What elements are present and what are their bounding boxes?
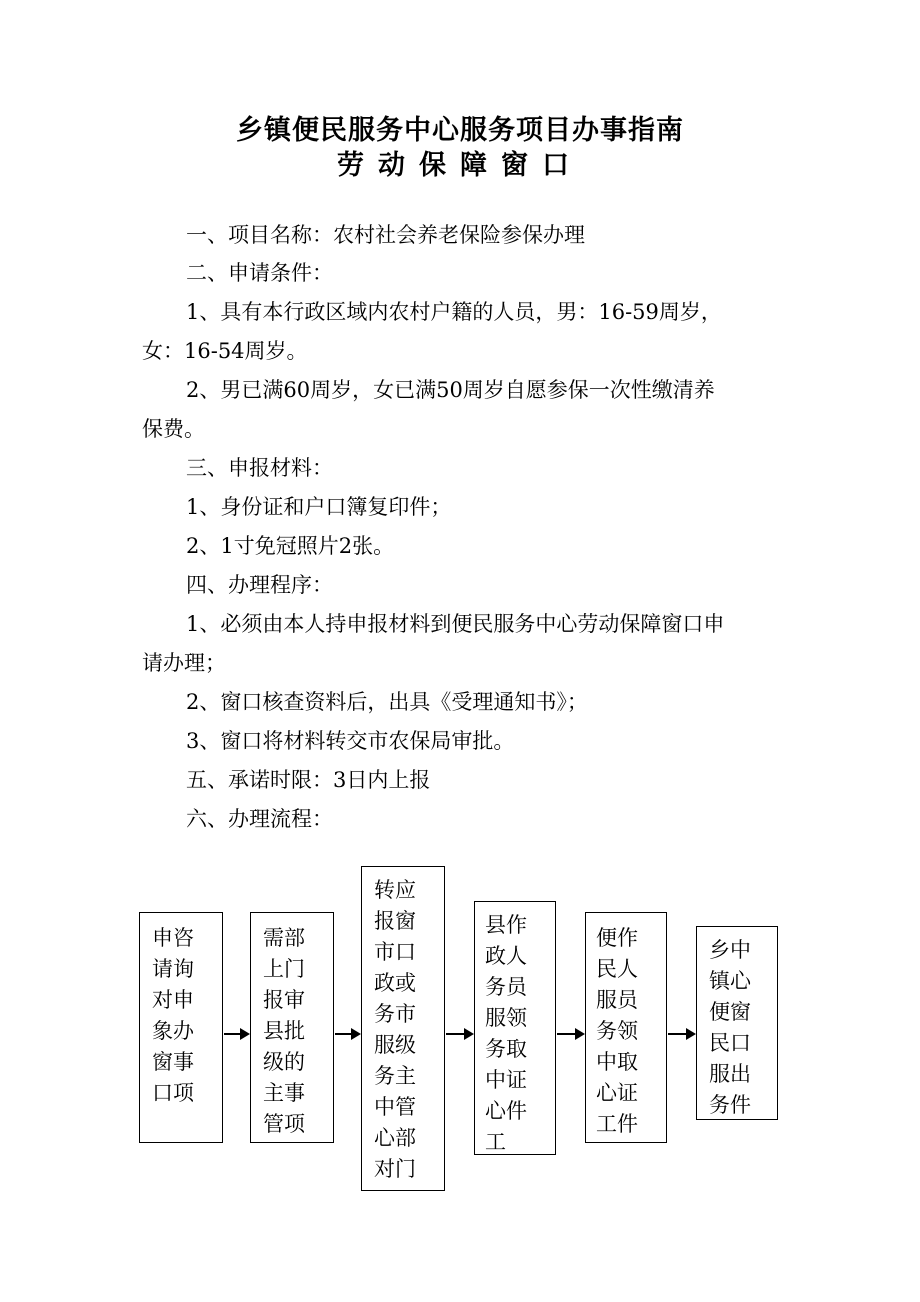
flow-step-5-line: 中取 xyxy=(596,1050,638,1074)
flow-step-5-line: 服员 xyxy=(596,988,638,1012)
section-heading-materials: 三、申报材料： xyxy=(186,456,333,480)
flow-step-3-line: 转应 xyxy=(374,878,416,902)
flow-step-3-line: 心部 xyxy=(374,1126,416,1150)
flow-step-4-line: 县作 xyxy=(485,913,527,937)
procedure-1-cont: 请办理； xyxy=(142,651,226,675)
flow-step-4-line: 务取 xyxy=(485,1037,527,1061)
flow-step-6 xyxy=(696,926,778,1120)
flow-step-6-line: 服出 xyxy=(709,1062,751,1086)
flow-step-4-line: 服领 xyxy=(485,1006,527,1030)
flow-step-1-line: 窗事 xyxy=(152,1050,194,1074)
flow-step-3-line: 市口 xyxy=(374,940,416,964)
flow-step-4-line: 中证 xyxy=(485,1068,527,1092)
condition-1: 1、具有本行政区域内农村户籍的人员，男：16-59周岁， xyxy=(186,300,722,324)
flow-step-3-line: 对门 xyxy=(374,1157,416,1181)
section-heading-conditions: 二、申请条件： xyxy=(186,261,333,285)
flow-step-5-line: 民人 xyxy=(596,957,638,981)
page-subtitle: 劳动保障窗口 xyxy=(337,150,583,181)
flow-step-4-line: 政人 xyxy=(485,944,527,968)
flow-step-4-line: 务员 xyxy=(485,975,527,999)
material-2: 2、1寸免冠照片2张。 xyxy=(186,534,395,558)
flow-step-2-line: 县批 xyxy=(263,1019,305,1043)
flow-step-1-line: 口项 xyxy=(152,1081,194,1105)
flow-step-2-line: 级的 xyxy=(263,1050,305,1074)
flow-step-3-line: 务主 xyxy=(374,1064,416,1088)
flow-step-1 xyxy=(139,912,223,1143)
flow-step-5-line: 心证 xyxy=(596,1081,638,1105)
flow-step-2-line: 管项 xyxy=(263,1112,305,1136)
project-name: 一、项目名称：农村社会养老保险参保办理 xyxy=(186,223,585,247)
flow-arrow xyxy=(668,1033,694,1035)
condition-1-cont: 女：16-54周岁。 xyxy=(142,339,308,363)
flow-step-4-line: 工 xyxy=(485,1130,506,1154)
section-heading-flow: 六、办理流程： xyxy=(186,807,333,831)
flow-arrow xyxy=(224,1033,248,1035)
flow-step-6-line: 乡中 xyxy=(709,938,751,962)
flow-step-2-line: 需部 xyxy=(263,926,305,950)
flow-step-5 xyxy=(585,912,667,1143)
procedure-1: 1、必须由本人持申报材料到便民服务中心劳动保障窗口申 xyxy=(186,612,725,636)
flow-step-3-line: 报窗 xyxy=(374,909,416,933)
flow-step-5-line: 便作 xyxy=(596,926,638,950)
flow-step-3 xyxy=(361,866,445,1191)
flow-step-2 xyxy=(250,912,334,1143)
flow-step-3-line: 中管 xyxy=(374,1095,416,1119)
flow-step-5-line: 务领 xyxy=(596,1019,638,1043)
flow-step-3-line: 政或 xyxy=(374,971,416,995)
flow-step-4-line: 心件 xyxy=(485,1099,527,1123)
flow-step-4 xyxy=(474,901,556,1155)
section-heading-procedure: 四、办理程序： xyxy=(186,573,333,597)
condition-2-cont: 保费。 xyxy=(142,417,205,441)
flow-step-2-line: 报审 xyxy=(263,988,305,1012)
procedure-2: 2、窗口核查资料后，出具《受理通知书》； xyxy=(186,690,588,714)
page-title: 乡镇便民服务中心服务项目办事指南 xyxy=(236,115,684,146)
flow-step-6-line: 民口 xyxy=(709,1031,751,1055)
time-limit: 五、承诺时限：3日内上报 xyxy=(186,768,431,792)
flow-arrow xyxy=(557,1033,583,1035)
procedure-3: 3、窗口将材料转交市农保局审批。 xyxy=(186,729,515,753)
flow-step-1-line: 请询 xyxy=(152,957,194,981)
flow-step-1-line: 申咨 xyxy=(152,926,194,950)
flow-step-3-line: 务市 xyxy=(374,1002,416,1026)
condition-2: 2、男已满60周岁，女已满50周岁自愿参保一次性缴清养 xyxy=(186,378,715,402)
material-1: 1、身份证和户口簿复印件； xyxy=(186,495,452,519)
flow-step-6-line: 务件 xyxy=(709,1093,751,1117)
flow-step-2-line: 上门 xyxy=(263,957,305,981)
flow-step-1-line: 象办 xyxy=(152,1019,194,1043)
flow-step-1-line: 对申 xyxy=(152,988,194,1012)
flow-step-6-line: 便窗 xyxy=(709,1000,751,1024)
flow-arrow xyxy=(335,1033,359,1035)
flow-step-5-line: 工件 xyxy=(596,1112,638,1136)
flow-step-2-line: 主事 xyxy=(263,1081,305,1105)
flow-step-3-line: 服级 xyxy=(374,1033,416,1057)
flow-step-6-line: 镇心 xyxy=(709,969,751,993)
flow-arrow xyxy=(446,1033,472,1035)
